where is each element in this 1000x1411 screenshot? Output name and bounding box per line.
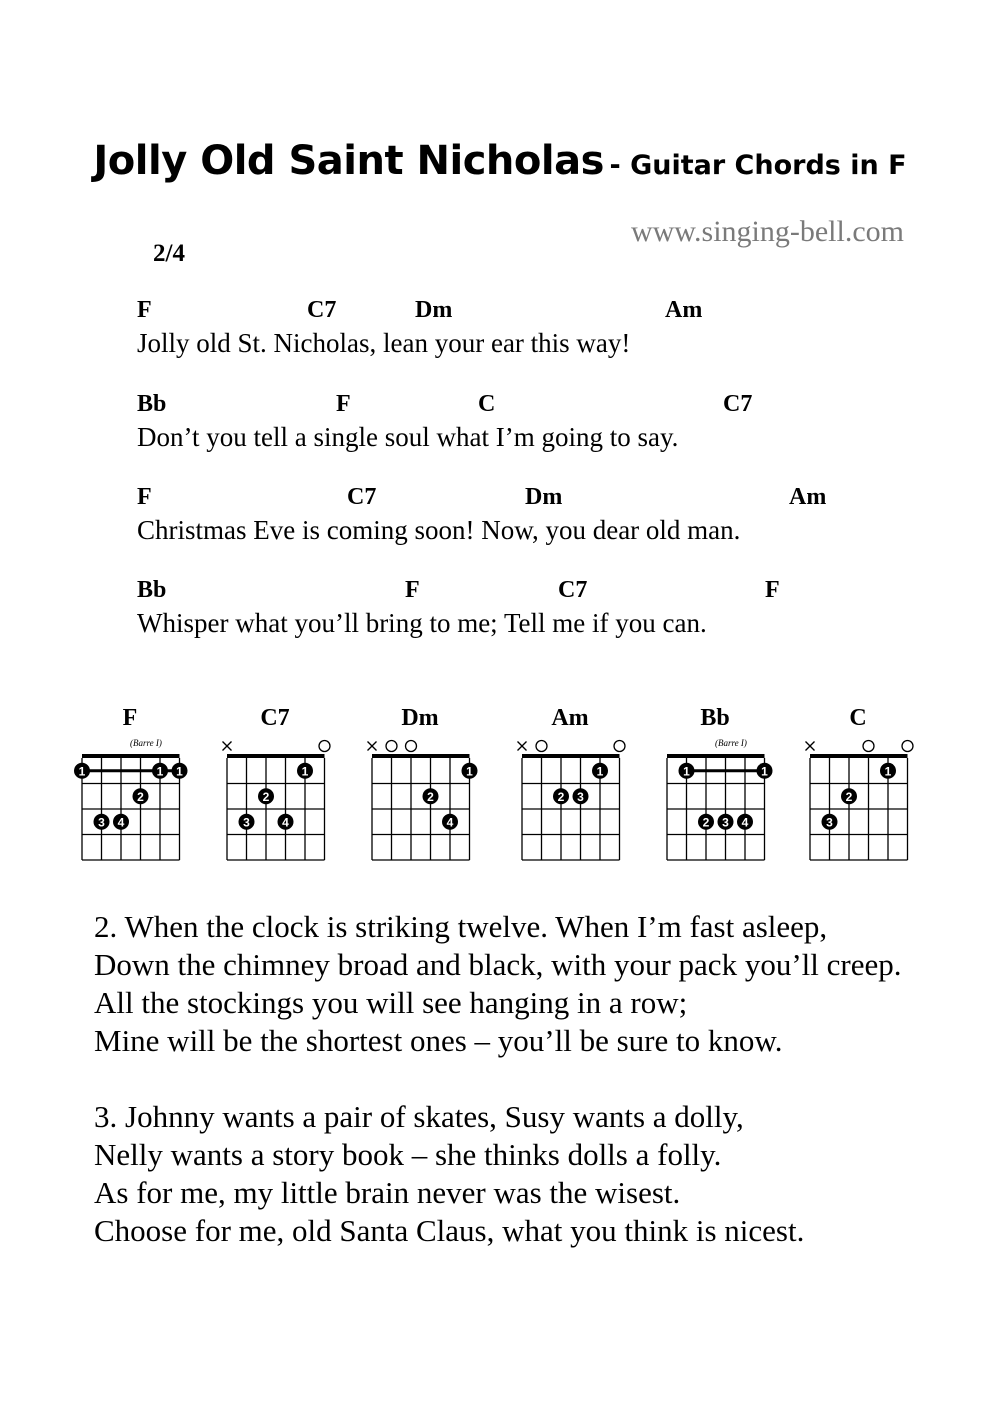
chord-label: F <box>765 577 780 603</box>
chord-label: Dm <box>525 484 563 510</box>
chord-label: C7 <box>307 297 337 323</box>
finger-number: 3 <box>722 815 729 830</box>
finger-number: 2 <box>427 789 434 804</box>
chord-row <box>137 484 897 514</box>
open-string-mark <box>614 741 625 752</box>
website-watermark: www.singing-bell.com <box>630 215 904 248</box>
nut <box>372 754 470 758</box>
chord-diagram-f <box>70 705 190 865</box>
chord-label: C7 <box>347 484 377 510</box>
chord-diagram-c <box>798 705 918 865</box>
finger-number: 3 <box>243 815 250 830</box>
song-title: Jolly Old Saint Nicholas <box>93 138 604 184</box>
stanza-2 <box>94 908 901 1060</box>
finger-number: 2 <box>702 815 710 830</box>
chord-diagram-dm <box>360 705 480 865</box>
open-string-mark <box>386 741 397 752</box>
chord-label: F <box>137 484 152 510</box>
nut <box>227 754 325 758</box>
nut <box>810 754 908 758</box>
lyric-line: Don’t you tell a single soul what I’m going to say. <box>137 422 679 452</box>
chord-label: C7 <box>558 577 588 603</box>
fretboard-grid <box>798 705 918 865</box>
chord-diagram-name: C <box>849 705 867 731</box>
finger-number: 1 <box>301 764 309 779</box>
finger-number: 1 <box>78 764 86 779</box>
barre-note: (Barre I) <box>130 738 162 748</box>
open-string-mark <box>863 741 874 752</box>
finger-number: 3 <box>826 815 833 830</box>
finger-number: 3 <box>577 789 584 804</box>
finger-number: 1 <box>156 764 164 779</box>
muted-string-mark <box>223 742 232 751</box>
chord-label: C <box>478 391 496 417</box>
barre-note: (Barre I) <box>715 738 747 748</box>
finger-number: 2 <box>262 789 270 804</box>
stanza-line: As for me, my little brain never was the wisest. <box>94 1175 681 1210</box>
chord-diagram-name: Am <box>551 705 589 731</box>
fretboard-grid <box>655 705 775 865</box>
chord-diagram-c7 <box>215 705 335 865</box>
song-subtitle: - Guitar Chords in F <box>609 150 907 181</box>
chord-label: Am <box>665 297 703 323</box>
chord-row <box>137 297 897 327</box>
open-string-mark <box>902 741 913 752</box>
chord-label: Bb <box>137 577 167 603</box>
chord-diagram-name: Bb <box>700 705 730 731</box>
stanza-line: All the stockings you will see hanging in a row; <box>94 985 688 1020</box>
nut <box>82 754 180 758</box>
chord-diagram-name: C7 <box>260 705 290 731</box>
finger-number: 1 <box>466 764 473 779</box>
finger-number: 4 <box>741 815 749 830</box>
finger-number: 1 <box>683 764 690 779</box>
fretboard-grid <box>360 705 480 865</box>
finger-number: 2 <box>557 789 565 804</box>
nut <box>522 754 620 758</box>
finger-number: 1 <box>596 764 604 779</box>
finger-number: 4 <box>282 815 289 830</box>
lyric-line: Whisper what you’ll bring to me; Tell me if you can. <box>137 608 707 638</box>
fretboard-grid <box>215 705 335 865</box>
chord-diagram-name: F <box>122 705 138 731</box>
time-signature: 2/4 <box>153 240 185 267</box>
finger-number: 2 <box>137 789 144 804</box>
finger-number: 1 <box>761 764 768 779</box>
chord-label: F <box>405 577 420 603</box>
stanza-line: 3. Johnny wants a pair of skates, Susy wants a dolly, <box>94 1099 744 1134</box>
open-string-mark <box>536 741 547 752</box>
chord-label: Am <box>789 484 827 510</box>
page-title <box>0 138 1000 184</box>
stanza-line: 2. When the clock is striking twelve. When I’m fast asleep, <box>94 909 828 944</box>
chord-label: Dm <box>415 297 453 323</box>
chord-label: F <box>137 297 152 323</box>
muted-string-mark <box>806 742 815 751</box>
lyric-line: Jolly old St. Nicholas, lean your ear this way! <box>137 328 631 358</box>
fretboard-grid <box>510 705 630 865</box>
finger-number: 3 <box>98 815 105 830</box>
chord-row <box>137 391 897 421</box>
verse-line-4 <box>137 577 897 639</box>
stanza-line: Down the chimney broad and black, with your pack you’ll creep. <box>94 947 902 982</box>
finger-number: 2 <box>845 789 853 804</box>
nut <box>667 754 765 758</box>
finger-number: 1 <box>176 764 183 779</box>
lyric-line: Christmas Eve is coming soon! Now, you dear old man. <box>137 515 741 545</box>
verse-line-2 <box>137 391 897 453</box>
chord-diagram-am <box>510 705 630 865</box>
stanza-line: Choose for me, old Santa Claus, what you think is nicest. <box>94 1213 805 1248</box>
finger-number: 4 <box>117 815 125 830</box>
verse-line-3 <box>137 484 897 546</box>
chord-row <box>137 577 897 607</box>
stanza-line: Mine will be the shortest ones – you’ll be sure to know. <box>94 1023 783 1058</box>
muted-string-mark <box>518 742 527 751</box>
chord-label: C7 <box>723 391 753 417</box>
chord-diagram-name: Dm <box>401 705 439 731</box>
fretboard-grid <box>70 705 190 865</box>
finger-number: 4 <box>446 815 454 830</box>
chord-label: F <box>336 391 351 417</box>
finger-number: 1 <box>884 764 892 779</box>
stanza-3 <box>94 1098 804 1250</box>
open-string-mark <box>319 741 330 752</box>
muted-string-mark <box>368 742 377 751</box>
verse-line-1 <box>137 297 897 359</box>
chord-diagram-bb <box>655 705 775 865</box>
chord-label: Bb <box>137 391 167 417</box>
open-string-mark <box>406 741 417 752</box>
stanza-line: Nelly wants a story book – she thinks dolls a folly. <box>94 1137 722 1172</box>
